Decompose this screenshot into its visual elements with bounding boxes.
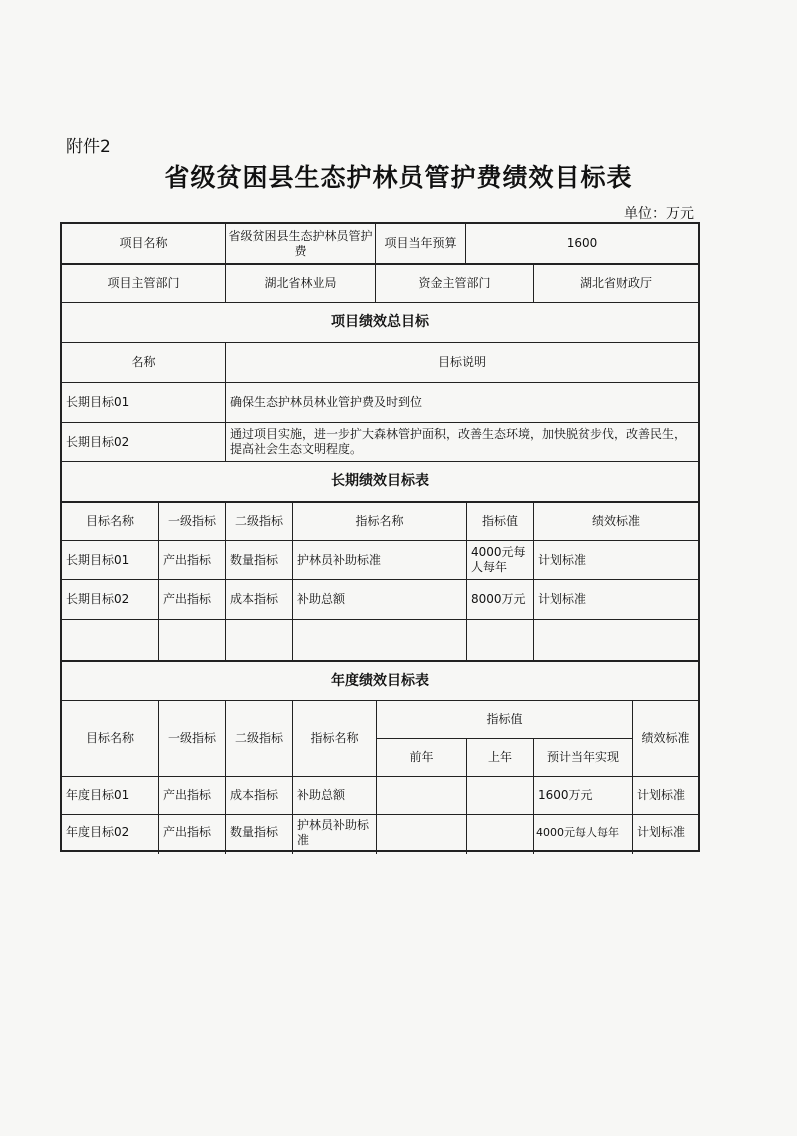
an-cell: 计划标准 [637, 825, 686, 839]
an-cell [377, 815, 466, 850]
performance-target-table [60, 222, 700, 852]
lt-cell: 护林员补助标准 [297, 552, 382, 567]
lt-header-value: 指标值 [481, 514, 518, 528]
project-name-value: 省级贫困县生态护林员管护费 [228, 228, 373, 258]
an-cell [467, 777, 533, 814]
an-cell: 产出指标 [163, 825, 212, 839]
an-cell: 护林员补助标准 [297, 817, 370, 847]
fund-dept-label: 资金主管部门 [418, 276, 491, 290]
an-sub-header-current: 预计当年实现 [546, 750, 619, 764]
lt-cell: 计划标准 [538, 552, 587, 567]
an-cell: 年度目标01 [66, 788, 130, 802]
an-cell: 4000元每人每年 [536, 826, 619, 839]
lt-cell: 补助总额 [297, 592, 346, 606]
project-budget-value: 1600 [566, 236, 598, 250]
lt-cell: 数量指标 [230, 552, 279, 567]
overall-row-desc: 确保生态护林员林业管护费及时到位 [230, 395, 423, 409]
overall-col-name: 名称 [131, 355, 156, 369]
an-cell: 计划标准 [637, 788, 686, 802]
an-header-level2: 二级指标 [234, 731, 283, 745]
attachment-label: 附件2 [66, 137, 111, 157]
lt-header-standard: 绩效标准 [591, 514, 640, 528]
overall-row-desc: 通过项目实施，进一步扩大森林管护面积，改善生态环境，加快脱贫步伐，改善民生，提高社会生态文明程度。 [230, 427, 687, 456]
annual-heading: 年度绩效目标表 [331, 672, 429, 689]
an-sub-header-prev: 上年 [487, 750, 512, 764]
overall-row-name: 长期目标01 [66, 395, 130, 409]
lt-cell: 成本指标 [230, 592, 279, 606]
lt-header-indicator: 指标名称 [355, 514, 404, 528]
dept-label: 项目主管部门 [107, 276, 180, 290]
an-header-standard: 绩效标准 [641, 731, 690, 745]
an-cell [467, 815, 533, 850]
overall-col-desc: 目标说明 [437, 355, 486, 369]
an-cell: 产出指标 [163, 788, 212, 802]
fund-dept-value: 湖北省财政厅 [579, 276, 652, 290]
an-cell: 成本指标 [230, 788, 279, 802]
lt-cell: 4000元每人每年 [471, 545, 526, 574]
an-cell: 补助总额 [297, 788, 346, 802]
an-cell: 年度目标02 [66, 825, 130, 839]
project-budget-label: 项目当年预算 [384, 236, 457, 250]
project-name-label: 项目名称 [119, 236, 168, 250]
lt-header-target: 目标名称 [85, 514, 134, 528]
long-term-heading: 长期绩效目标表 [331, 473, 429, 489]
unit-label: 单位：万元 [624, 206, 694, 222]
document-title: 省级贫困县生态护林员管护费绩效目标表 [164, 163, 633, 192]
an-header-indicator: 指标名称 [310, 731, 359, 745]
lt-cell: 产出指标 [163, 552, 212, 567]
overall-heading: 项目绩效总目标 [331, 314, 429, 330]
lt-header-level2: 二级指标 [234, 514, 283, 528]
an-header-value: 指标值 [486, 712, 523, 726]
lt-cell: 8000万元 [471, 592, 526, 606]
lt-header-level1: 一级指标 [167, 514, 216, 528]
an-header-level1: 一级指标 [167, 731, 216, 745]
lt-cell: 计划标准 [538, 592, 587, 606]
an-sub-header-prev2: 前年 [409, 750, 434, 764]
lt-cell: 产出指标 [163, 592, 212, 606]
dept-value: 湖北省林业局 [264, 276, 337, 290]
an-cell [377, 777, 466, 814]
an-cell: 1600万元 [538, 788, 593, 802]
lt-cell: 长期目标01 [66, 552, 130, 567]
an-header-target: 目标名称 [85, 731, 134, 745]
an-cell: 数量指标 [230, 825, 279, 839]
lt-cell: 长期目标02 [66, 592, 130, 606]
overall-row-name: 长期目标02 [66, 434, 130, 449]
